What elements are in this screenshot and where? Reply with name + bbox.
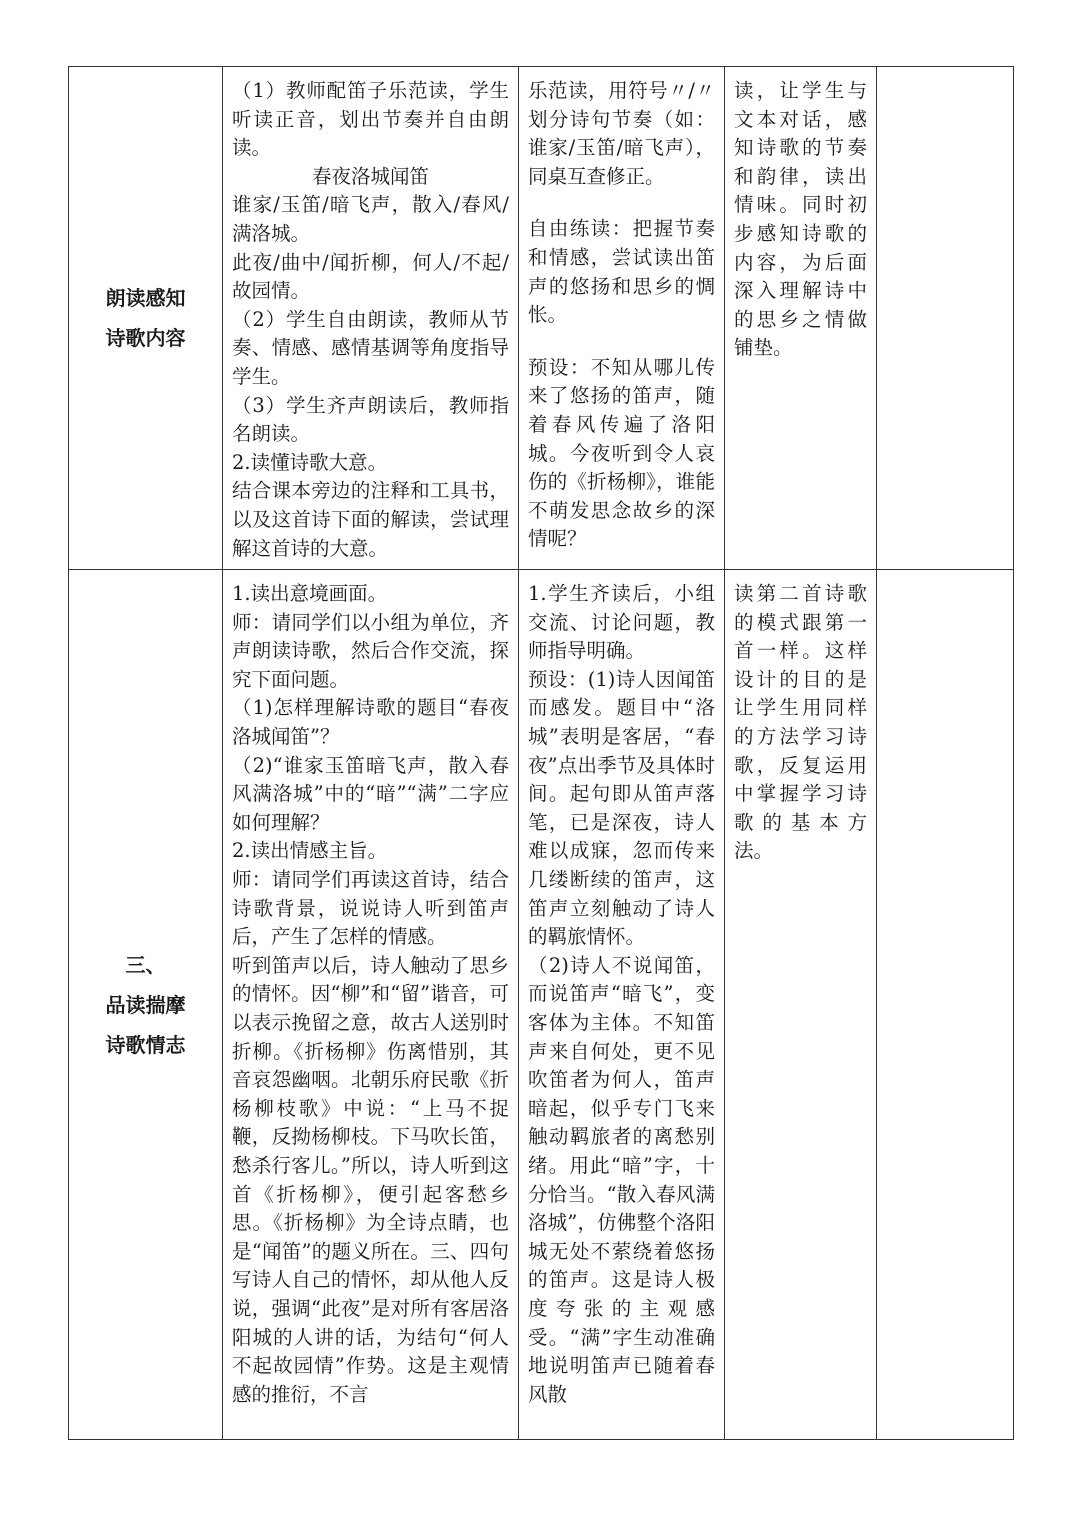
student-activity-cell [519, 570, 725, 1440]
student-text: 1.学生齐读后，小组交流、讨论问题，教师指导明确。 [528, 582, 715, 663]
teacher-text: 师：请同学们以小组为单位，齐声朗读诗歌，然后合作交流，探究下面问题。 [232, 610, 509, 691]
design-intent-cell [725, 67, 877, 570]
poem-title: 春夜洛城闻笛 [311, 164, 429, 188]
table-row [69, 67, 1014, 570]
teacher-text: 听到笛声以后，诗人触动了思乡的情怀。因“柳”和“留”谐音，可以表示挽留之意，故古人送别时折柳。《折杨柳》伤离惜别，其音哀怨幽咽。北朝乐府民歌《折杨柳枝歌》中说：“上马不捉鞭，反拗杨柳枝。下马吹长笛，愁杀行客儿。”所以，诗人听到这首《折杨柳》，便引起客愁乡思。《折杨柳》为全诗点睛，也是“闻笛”的题义所在。三、四句写诗人自己的情怀，却从他人反说，强调“此夜”是对所有客居洛阳城的人讲的话，为结句“何人不起故园情”作势。这是主观情感的推衍，不言 [232, 953, 509, 1406]
student-text: 预设：不知从哪儿传来了悠扬的笛声，随着春风传遍了洛阳城。今夜听到令人哀伤的《折杨柳》，谁能不萌发思念故乡的深情呢？ [528, 355, 715, 551]
intent-text: 读第二首诗歌的模式跟第一首一样。这样设计的目的是让学生用同样的方法学习诗歌，反复运用中掌握学习诗歌的基本方法。 [734, 582, 867, 863]
poem-line: 谁家/玉笛/暗飞声，散入/春风/满洛城。 [232, 193, 509, 245]
note-cell [877, 67, 1014, 570]
student-text: 自由练读：把握节奏和情感，尝试读出笛声的悠扬和思乡的惆怅。 [528, 217, 715, 327]
design-intent-cell [725, 570, 877, 1440]
teacher-text: （2）学生自由朗读，教师从节奏、情感、感情基调等角度指导学生。 [232, 307, 509, 388]
student-text: 乐范读，用符号〃/〃划分诗句节奏（如：谁家/玉笛/暗飞声），同桌互查修正。 [528, 79, 715, 188]
table-row [69, 570, 1014, 1440]
poem-line: 此夜/曲中/闻折柳，何人/不起/故园情。 [232, 250, 509, 303]
student-text: 预设：(1)诗人因闻笛而感发。题目中“洛城”表明是客居，“春夜”点出季节及具体时间。起句即从笛声落笔，已是深夜，诗人难以成寐，忽而传来几缕断续的笛声，这笛声立刻触动了诗人的羁旅情怀。 [528, 667, 715, 949]
teacher-text: （1)怎样理解诗歌的题目“春夜洛城闻笛”？ [232, 696, 509, 749]
teacher-text: （3）学生齐声朗读后，教师指名朗读。 [232, 393, 509, 446]
note-cell [877, 570, 1014, 1440]
stage-title-line: 三、 [125, 952, 166, 977]
teacher-text: 2.读出情感主旨。 [232, 839, 388, 863]
teacher-activity-cell [223, 67, 519, 570]
teacher-text: 师：请同学们再读这首诗，结合诗歌背景，说说诗人听到笛声后，产生了怎样的情感。 [232, 868, 509, 949]
student-activity-cell [519, 67, 725, 570]
stage-title-line: 诗歌内容 [105, 326, 186, 351]
teacher-text: 1.读出意境画面。 [232, 582, 388, 606]
teacher-text: 结合课本旁边的注释和工具书，以及这首诗下面的解读，尝试理解这首诗的大意。 [232, 479, 509, 560]
teacher-text: （2)“谁家玉笛暗飞声，散入春风满洛城”中的“暗”“满”二字应如何理解？ [232, 753, 509, 834]
teacher-text: 2.读懂诗歌大意。 [232, 450, 388, 474]
teacher-activity-cell [223, 570, 519, 1440]
lesson-plan-table [68, 66, 1014, 1440]
teacher-text: （1）教师配笛子乐范读，学生听读正音，划出节奏并自由朗读。 [232, 79, 509, 160]
stage-title-line: 诗歌情志 [105, 1032, 186, 1057]
stage-cell [69, 570, 223, 1440]
stage-cell [69, 67, 223, 570]
student-text: （2)诗人不说闻笛，而说笛声“暗飞”，变客体为主体。不知笛声来自何处，更不见吹笛者为何人，笛声暗起，似乎专门飞来触动羁旅者的离愁别绪。用此“暗”字，十分恰当。“散入春风满洛城”，仿佛整个洛阳城无处不萦绕着悠扬的笛声。这是诗人极度夸张的主观感受。“满”字生动准确地说明笛声已随着春风散 [528, 953, 715, 1406]
stage-title-line: 品读揣摩 [105, 992, 186, 1017]
intent-text: 读，让学生与文本对话，感知诗歌的节奏和韵律，读出情味。同时初步感知诗歌的内容，为后面深入理解诗中的思乡之情做铺垫。 [734, 79, 867, 360]
stage-title-line: 朗读感知 [105, 286, 186, 311]
